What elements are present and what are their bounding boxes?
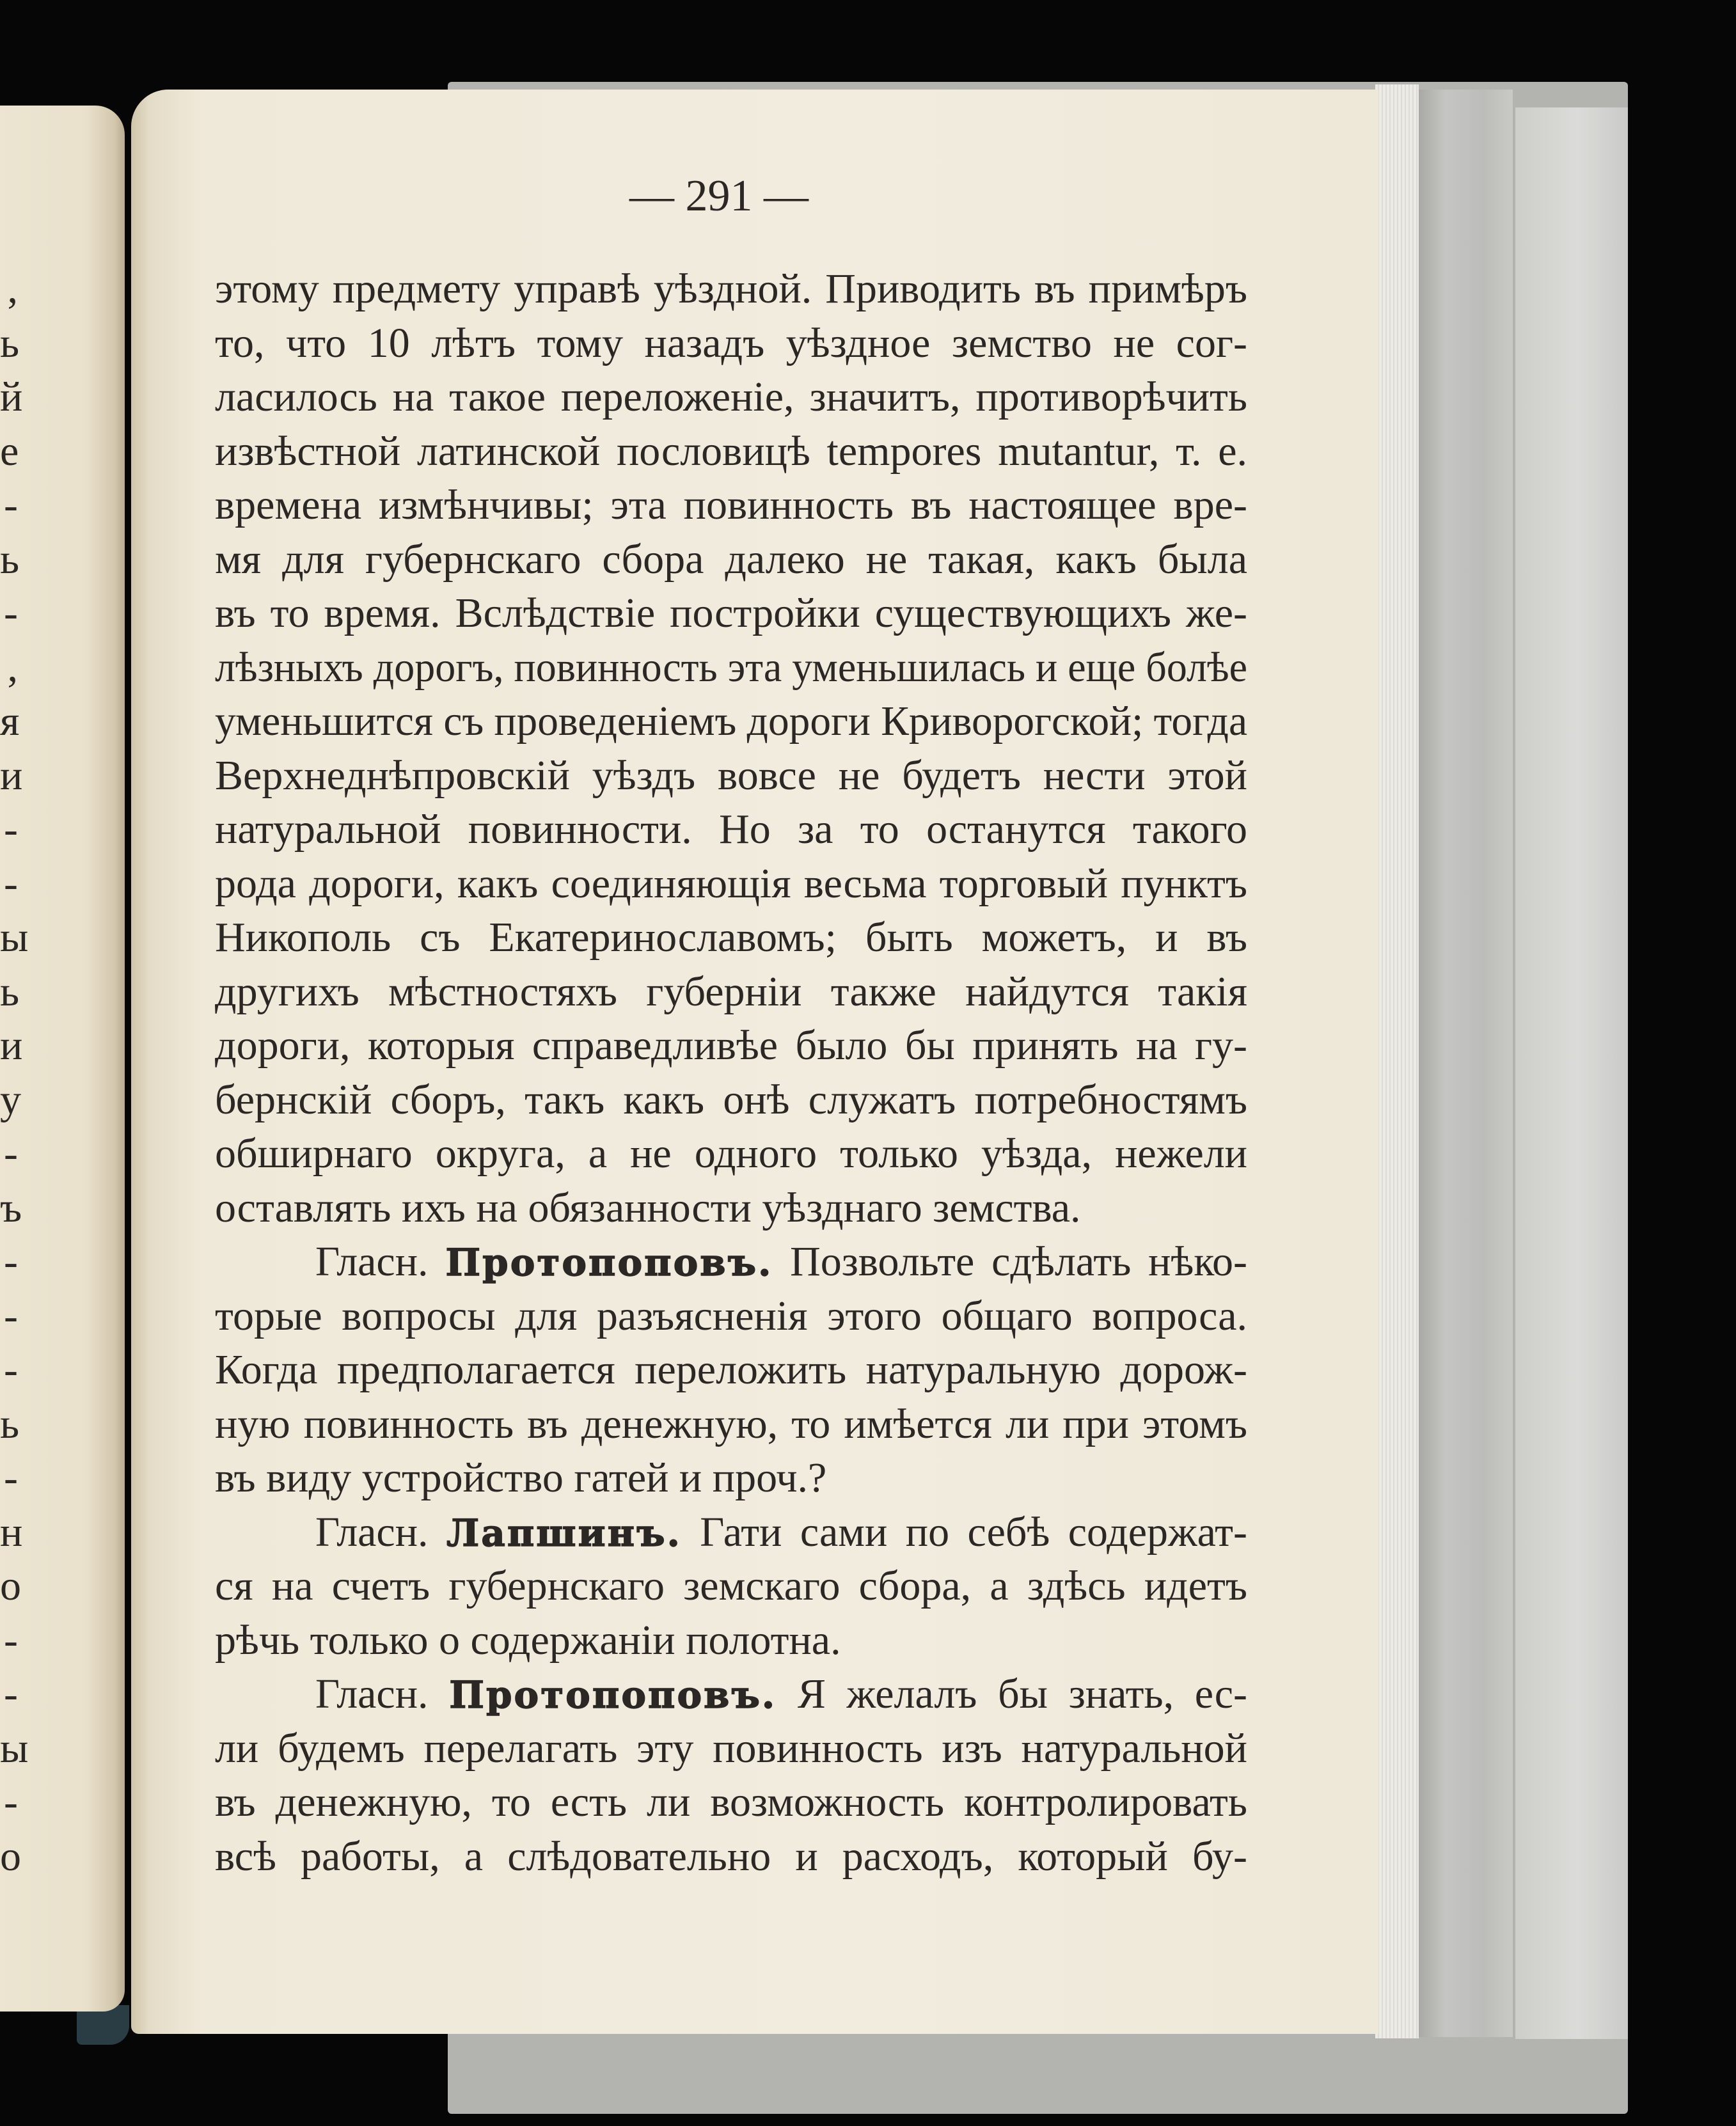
left-line-ending: и: [0, 1022, 23, 1069]
text-line: [215, 317, 1247, 371]
left-line-ending: и: [0, 752, 23, 799]
left-line-ending: -: [4, 1454, 18, 1501]
text-line-content: мя для губернскаго сбора далеко не такая, какъ была: [215, 535, 1247, 583]
speech-text: Позвольте сдѣлать нѣко-: [790, 1238, 1248, 1285]
text-line-content: Верхнеднѣпровскій уѣздъ вовсе не будетъ нести этой: [215, 752, 1247, 799]
text-line-content: извѣстной латинской пословицѣ tempores mutantur, т. е.: [215, 427, 1247, 475]
text-line-content: натуральной повинности. Но за то останутся такого: [215, 806, 1247, 853]
speaker-line: [215, 1235, 1247, 1289]
left-line-ending: -: [4, 860, 18, 907]
page-stack-edges: [1375, 84, 1419, 2038]
left-page-line-endings: [0, 262, 29, 1884]
text-line: [215, 641, 1247, 695]
left-line-ending: -: [4, 482, 18, 528]
text-line-content: торые вопросы для разъясненія этого общаго вопроса.: [215, 1292, 1247, 1339]
page-block-shadow: [1417, 90, 1513, 2037]
book-cover-right-edge: [1513, 107, 1628, 2039]
text-line: [215, 370, 1247, 425]
text-line: [215, 1451, 1247, 1506]
text-line-content: ласилось на такое переложеніе, значитъ, противорѣчить: [215, 374, 1247, 420]
speaker-role: Гласн.: [315, 1508, 429, 1555]
left-line-ending: -: [4, 1292, 18, 1339]
text-line-content: времена измѣнчивы; эта повинность въ настоящее вре-: [215, 482, 1247, 528]
text-line-content: то, что 10 лѣтъ тому назадъ уѣздное земство не сог-: [215, 319, 1247, 366]
text-line-content: дороги, которыя справедливѣе было бы принять на гу-: [215, 1022, 1247, 1069]
text-line-content: обширнаго округа, а не одного только уѣзда, нежели: [215, 1130, 1247, 1177]
left-line-ending: о: [0, 1563, 21, 1609]
left-line-ending: ь: [0, 1400, 20, 1447]
text-line: [215, 857, 1247, 911]
left-line-ending: ъ: [0, 1184, 22, 1231]
left-line-ending: ы: [0, 914, 29, 961]
left-line-ending: -: [4, 1130, 18, 1177]
page-body-text: [215, 262, 1247, 1884]
speaker-line-content: [315, 1235, 1247, 1290]
speaker-name: Протопоповъ.: [445, 1241, 773, 1284]
left-line-ending: о: [0, 1832, 21, 1880]
text-line: [215, 587, 1247, 641]
text-line: [215, 1830, 1247, 1884]
left-line-ending: -: [4, 806, 18, 853]
text-line: [215, 749, 1247, 803]
speaker-line: [215, 1667, 1247, 1722]
left-line-ending: -: [4, 1346, 18, 1393]
text-line: [215, 1073, 1247, 1128]
left-line-ending: -: [4, 1779, 18, 1825]
text-line: [215, 533, 1247, 587]
text-line: [215, 1559, 1247, 1614]
text-line-content: ную повинность въ денежную, то имѣется ли при этомъ: [215, 1400, 1247, 1447]
text-line-content: въ то время. Вслѣдствіе постройки существующихъ же-: [215, 590, 1247, 636]
text-line-content: Никополь съ Екатеринославомъ; быть можетъ, и въ: [215, 914, 1247, 961]
text-line: [215, 1289, 1247, 1344]
text-line-content: рѣчь только о содержаніи полотна.: [215, 1616, 841, 1664]
text-line: [215, 803, 1247, 857]
speech-text: Гати сами по себѣ содержат-: [700, 1508, 1248, 1555]
speaker-role: Гласн.: [315, 1671, 429, 1717]
left-line-ending: ь: [0, 968, 20, 1015]
left-line-ending: е: [0, 427, 19, 475]
text-line-content: оставлять ихъ на обязанности уѣзднаго земства.: [215, 1184, 1081, 1231]
text-line: [215, 478, 1247, 533]
text-line-content: Когда предполагается переложить натуральную дорож-: [215, 1346, 1247, 1393]
text-line: [215, 1614, 1247, 1668]
left-line-ending: ,: [7, 643, 18, 691]
speech-text: Я желалъ бы знать, ес-: [797, 1671, 1248, 1717]
text-line-content: другихъ мѣстностяхъ губерніи также найдутся такія: [215, 968, 1247, 1015]
left-line-ending: -: [4, 1616, 18, 1664]
text-line-content: уменьшится съ проведеніемъ дороги Криворогской; тогда: [215, 698, 1247, 744]
left-line-ending: ы: [0, 1724, 29, 1772]
left-line-ending: -: [4, 1671, 18, 1717]
speaker-name: Лапшинъ.: [446, 1511, 682, 1555]
speaker-role: Гласн.: [315, 1238, 429, 1285]
text-line: [215, 1343, 1247, 1398]
text-line: [215, 1019, 1247, 1073]
text-line-content: всѣ работы, а слѣдовательно и расходъ, который бу-: [215, 1832, 1247, 1880]
left-line-ending: й: [0, 374, 23, 420]
page-number: — 291 —: [629, 171, 809, 221]
text-line: [215, 965, 1247, 1020]
text-line-content: въ денежную, то есть ли возможность контролировать: [215, 1779, 1247, 1825]
text-line: [215, 1181, 1247, 1236]
left-line-ending: -: [4, 1238, 18, 1285]
text-line-content: этому предмету управѣ уѣздной. Приводить въ примѣръ: [215, 265, 1247, 312]
text-line: [215, 1127, 1247, 1181]
left-line-ending: ь: [0, 319, 20, 366]
left-line-ending: ,: [7, 265, 18, 312]
text-line-content: рода дороги, какъ соединяющія весьма торговый пунктъ: [215, 860, 1247, 907]
left-line-ending: у: [0, 1076, 21, 1123]
text-line: [215, 1722, 1247, 1776]
left-line-ending: я: [0, 698, 20, 744]
text-line: [215, 911, 1247, 965]
text-line: [215, 1776, 1247, 1830]
text-line: [215, 695, 1247, 749]
speaker-line: [215, 1506, 1247, 1560]
speaker-name: Протопоповъ.: [449, 1673, 777, 1717]
text-line-content: бернскій сборъ, такъ какъ онѣ служатъ потребностямъ: [215, 1076, 1247, 1123]
speaker-line-content: [315, 1667, 1247, 1722]
left-line-ending: н: [0, 1508, 23, 1555]
text-line: [215, 1398, 1247, 1452]
left-line-ending: ь: [0, 535, 20, 583]
text-line: [215, 262, 1247, 317]
text-line-content: ли будемъ перелагать эту повинность изъ натуральной: [215, 1724, 1247, 1772]
text-line: [215, 425, 1247, 479]
text-line-content: ся на счетъ губернскаго земскаго сбора, а здѣсь идетъ: [215, 1563, 1247, 1609]
speaker-line-content: [315, 1506, 1247, 1561]
left-line-ending: -: [4, 590, 18, 636]
text-line-content: въ виду устройство гатей и проч.?: [215, 1454, 827, 1501]
text-line-content: лѣзныхъ дорогъ, повинность эта уменьшилась и еще болѣе: [215, 643, 1247, 691]
